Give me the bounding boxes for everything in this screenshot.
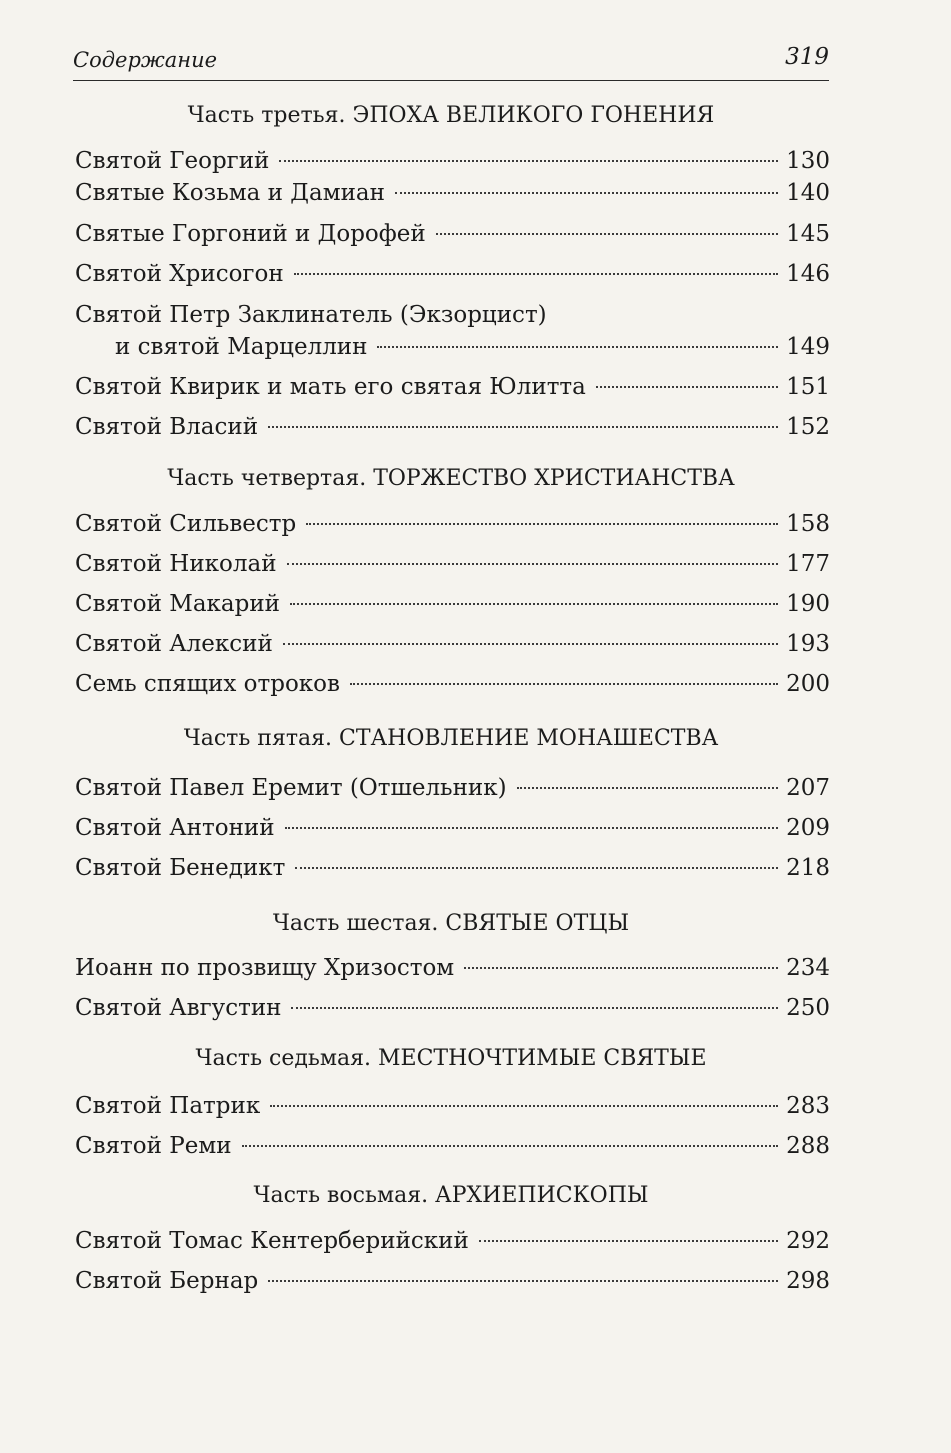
dot-leader bbox=[306, 523, 778, 525]
toc-entry-page: 200 bbox=[786, 671, 830, 697]
toc-part-heading: Часть восьмая. АРХИЕПИСКОПЫ bbox=[253, 1183, 649, 1208]
dot-leader bbox=[242, 1145, 779, 1147]
toc-entry-page: 250 bbox=[786, 995, 830, 1021]
toc-part-heading: Часть четвертая. ТОРЖЕСТВО ХРИСТИАНСТВА bbox=[167, 466, 735, 491]
toc-entry-title: Святой Бенедикт bbox=[75, 855, 286, 881]
toc-entry-title: Святой Алексий bbox=[75, 631, 273, 657]
toc-entry[interactable] bbox=[75, 261, 830, 287]
toc-entry-title: Святые Горгоний и Дорофей bbox=[75, 221, 426, 247]
toc-entry-page: 151 bbox=[786, 374, 830, 400]
dot-leader bbox=[287, 563, 779, 565]
toc-entry-page: 207 bbox=[786, 775, 830, 801]
toc-entry-title: Святой Николай bbox=[75, 551, 277, 577]
toc-entry[interactable] bbox=[75, 855, 830, 881]
toc-entry[interactable] bbox=[115, 334, 830, 360]
toc-entry-title: Святой Георгий bbox=[75, 148, 270, 174]
toc-entry[interactable] bbox=[75, 180, 830, 206]
toc-entry-title: Святой Павел Еремит (Отшельник) bbox=[75, 775, 507, 801]
toc-entry-title: Святой Хрисогон bbox=[75, 261, 284, 287]
toc-entry-title: Святой Бернар bbox=[75, 1268, 259, 1294]
toc-part-heading: Часть седьмая. МЕСТНОЧТИМЫЕ СВЯТЫЕ bbox=[195, 1046, 707, 1071]
toc-entry[interactable] bbox=[75, 631, 830, 657]
toc-entry-title: Святой Томас Кентерберийский bbox=[75, 1228, 469, 1254]
toc-entry-page: 177 bbox=[786, 551, 830, 577]
toc-entry[interactable] bbox=[75, 775, 830, 801]
dot-leader bbox=[436, 233, 778, 235]
toc-entry-title: Святой Августин bbox=[75, 995, 282, 1021]
dot-leader bbox=[350, 683, 778, 685]
page-number: 319 bbox=[785, 44, 829, 70]
dot-leader bbox=[291, 1007, 778, 1009]
toc-entry-title: Святой Антоний bbox=[75, 815, 275, 841]
toc-entry-page: 145 bbox=[786, 221, 830, 247]
toc-entry[interactable] bbox=[75, 671, 830, 697]
dot-leader bbox=[295, 867, 778, 869]
toc-entry-title: и святой Марцеллин bbox=[115, 334, 368, 360]
toc-entry[interactable] bbox=[75, 955, 830, 981]
toc-entry[interactable] bbox=[75, 815, 830, 841]
toc-entry-title: Святой Сильвестр bbox=[75, 511, 297, 537]
toc-entry-title: Святой Власий bbox=[75, 414, 259, 440]
toc-entry-page: 146 bbox=[786, 261, 830, 287]
toc-entry-title: Семь спящих отроков bbox=[75, 671, 340, 697]
toc-entry[interactable] bbox=[75, 511, 830, 537]
running-head bbox=[73, 44, 829, 81]
toc-entry-page: 158 bbox=[786, 511, 830, 537]
toc-entry[interactable] bbox=[75, 591, 830, 617]
running-head-title: Содержание bbox=[73, 48, 218, 72]
toc-entry-page: 298 bbox=[786, 1268, 830, 1294]
toc-entry-page: 193 bbox=[786, 631, 830, 657]
toc-entry-page: 288 bbox=[786, 1133, 830, 1159]
toc-part-heading: Часть третья. ЭПОХА ВЕЛИКОГО ГОНЕНИЯ bbox=[187, 103, 715, 128]
toc-entry-title: Святой Квирик и мать его святая Юлитта bbox=[75, 374, 586, 400]
toc-entry-title: Святой Патрик bbox=[75, 1093, 261, 1119]
toc-entry-page: 130 bbox=[786, 148, 830, 174]
dot-leader bbox=[479, 1240, 778, 1242]
toc-entry-page: 209 bbox=[786, 815, 830, 841]
toc-entry[interactable] bbox=[75, 374, 830, 400]
toc-entry-page: 140 bbox=[786, 180, 830, 206]
toc-entry-title: Святой Макарий bbox=[75, 591, 281, 617]
dot-leader bbox=[517, 787, 779, 789]
toc-entry[interactable] bbox=[75, 1093, 830, 1119]
dot-leader bbox=[279, 160, 778, 162]
toc-entry-title-line1[interactable]: Святой Петр Заклинатель (Экзорцист) bbox=[75, 302, 547, 328]
toc-entry-page: 218 bbox=[786, 855, 830, 881]
toc-entry-page: 283 bbox=[786, 1093, 830, 1119]
toc-entry-title: Иоанн по прозвищу Хризостом bbox=[75, 955, 455, 981]
toc-entry[interactable] bbox=[75, 551, 830, 577]
dot-leader bbox=[377, 346, 778, 348]
toc-entry[interactable] bbox=[75, 1268, 830, 1294]
toc-entry-page: 234 bbox=[786, 955, 830, 981]
dot-leader bbox=[596, 386, 778, 388]
toc-entry-title: Святой Реми bbox=[75, 1133, 232, 1159]
toc-entry[interactable] bbox=[75, 995, 830, 1021]
dot-leader bbox=[268, 426, 778, 428]
toc-part-heading: Часть пятая. СТАНОВЛЕНИЕ МОНАШЕСТВА bbox=[183, 726, 719, 751]
toc-entry-page: 149 bbox=[786, 334, 830, 360]
toc-entry[interactable] bbox=[75, 148, 830, 174]
toc-entry-page: 292 bbox=[786, 1228, 830, 1254]
toc-entry[interactable] bbox=[75, 414, 830, 440]
dot-leader bbox=[285, 827, 779, 829]
toc-entry-title: Святые Козьма и Дамиан bbox=[75, 180, 385, 206]
dot-leader bbox=[270, 1105, 778, 1107]
dot-leader bbox=[290, 603, 778, 605]
dot-leader bbox=[283, 643, 778, 645]
toc-entry-page: 152 bbox=[786, 414, 830, 440]
dot-leader bbox=[395, 192, 778, 194]
dot-leader bbox=[464, 967, 778, 969]
dot-leader bbox=[268, 1280, 778, 1282]
toc-entry[interactable] bbox=[75, 221, 830, 247]
toc-entry[interactable] bbox=[75, 1228, 830, 1254]
toc-part-heading: Часть шестая. СВЯТЫЕ ОТЦЫ bbox=[272, 911, 630, 936]
toc-entry-page: 190 bbox=[786, 591, 830, 617]
dot-leader bbox=[294, 273, 778, 275]
toc-entry[interactable] bbox=[75, 1133, 830, 1159]
